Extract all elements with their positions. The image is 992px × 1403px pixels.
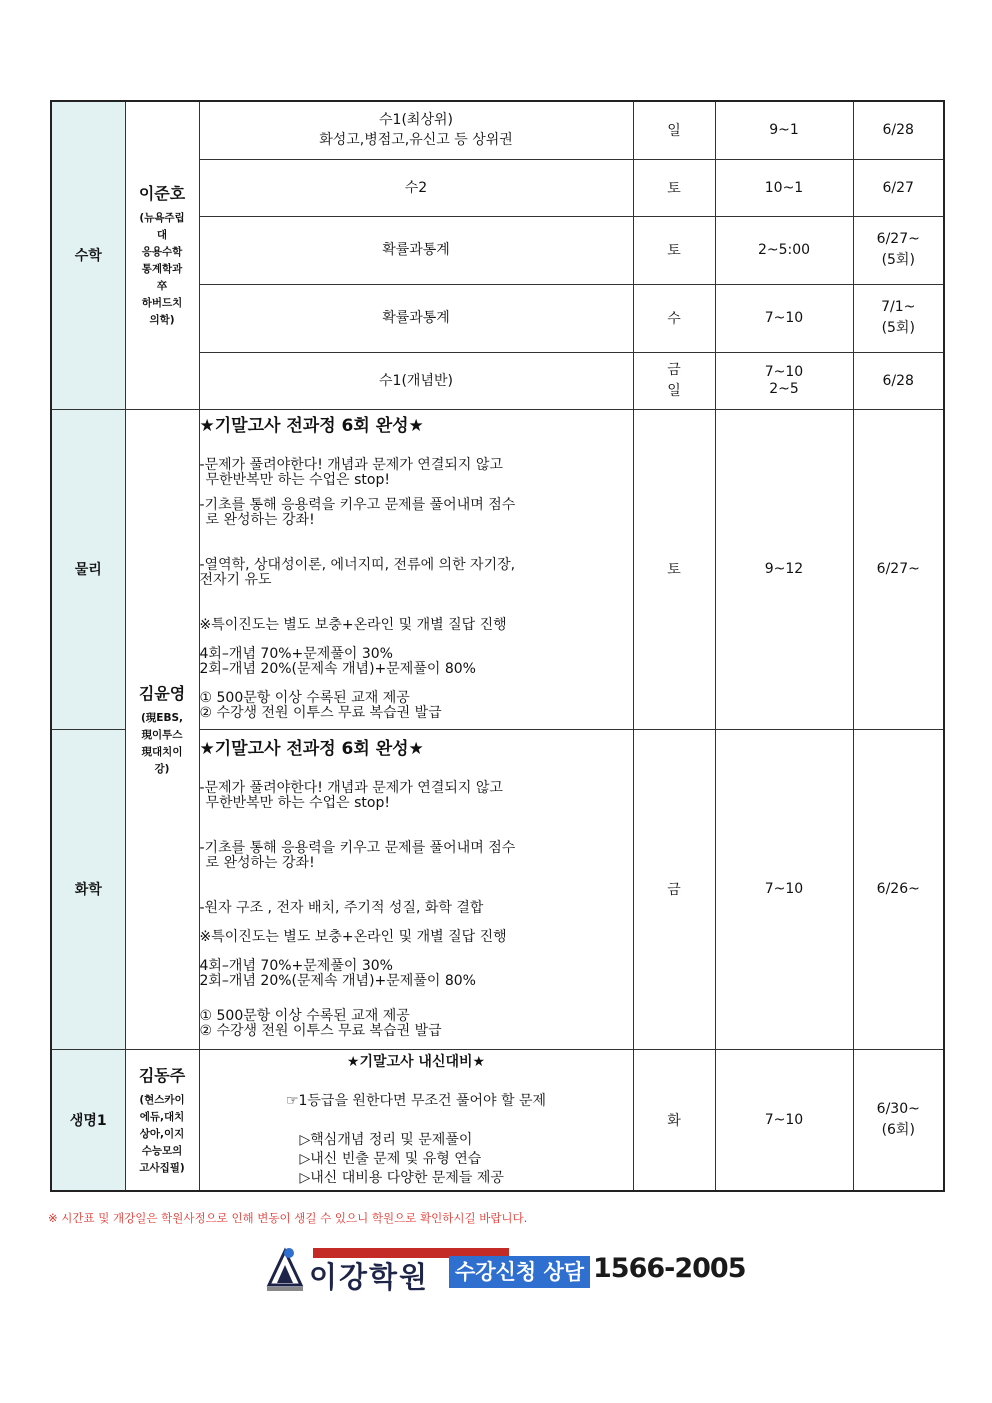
class-time: 9~12: [715, 409, 853, 729]
subject-biology: 생명1: [51, 1049, 125, 1191]
class-day: 토: [633, 159, 715, 216]
teacher-name: 김동주: [138, 1065, 186, 1085]
class-day: 화: [633, 1049, 715, 1191]
course-description: ★기말고사 내신대비★ ☞1등급을 원한다면 무조건 풀어야 할 문제 ▷핵심개념 정리 및 문제풀이 ▷내신 빈출 문제 및 유형 연습 ▷내신 대비용 다양한 문제들 제공: [199, 1049, 633, 1191]
class-time: 7~10 2~5: [715, 352, 853, 409]
academy-footer: [265, 1245, 746, 1294]
start-date: 7/1~ (5회): [853, 284, 944, 352]
class-day: 일: [633, 101, 715, 159]
table-row: [51, 101, 944, 159]
start-date: 6/30~ (6회): [853, 1049, 944, 1191]
course-headline: ★기말고사 전과정 6회 완성★: [199, 738, 424, 759]
class-day: 금 일: [633, 352, 715, 409]
class-time: 7~10: [715, 729, 853, 1049]
teacher-name: 김윤영: [138, 683, 186, 703]
course-name: 수1(개념반): [199, 352, 633, 409]
schedule-notice: ※ 시간표 및 개강일은 학원사정으로 인해 변동이 생길 수 있으니 학원으로 확인하시길 바랍니다.: [48, 1211, 528, 1225]
subject-chemistry: 화학: [51, 729, 125, 1049]
class-day: 수: [633, 284, 715, 352]
start-date: 6/28: [853, 101, 944, 159]
academy-name: 이강학원: [309, 1260, 430, 1294]
class-day: 토: [633, 216, 715, 284]
start-date: 6/27~ (5회): [853, 216, 944, 284]
table-row: [51, 409, 944, 729]
start-date: 6/28: [853, 352, 944, 409]
course-name: 확률과통계: [199, 284, 633, 352]
phone-number: 1566-2005: [593, 1253, 746, 1284]
enroll-consult-label: 수강신청 상담: [449, 1256, 590, 1288]
schedule-table: [50, 100, 945, 1192]
course-name: 확률과통계: [199, 216, 633, 284]
class-time: 7~10: [715, 1049, 853, 1191]
subject-math: 수학: [51, 101, 125, 409]
course-headline: ★기말고사 전과정 6회 완성★: [199, 416, 424, 436]
class-time: 2~5:00: [715, 216, 853, 284]
start-date: 6/27~: [853, 409, 944, 729]
subject-physics: 물리: [51, 409, 125, 729]
table-row: [51, 1049, 944, 1191]
academy-emblem-icon: [265, 1245, 305, 1293]
teacher-cell-kim-dj: 김동주 (현스카이 에듀,대치 상아,이지 수능모의 고사집필): [125, 1049, 199, 1191]
course-name: 수2: [199, 159, 633, 216]
course-description: ★기말고사 전과정 6회 완성★ -문제가 풀려야한다! 개념과 문제가 연결되지 않고 무한반복만 하는 수업은 stop! -기초를 통해 응용력을 키우고 문제를 풀어내며 점수 로 완성하는 강좌! -열역학, 상대성이론, 에너지띠, 전류에 의한 자기장, 전자기 유도 ※특이진도는 별도 보충+온라인 및 개별 질답 진행 4회–개념 70%+문제풀이 30% 2회–개념 20%(문제속 개념)+문제풀이 80% ① 500문항 이상 수록된 교재 제공 ② 수강생 전원 이투스 무료 복습권 발급: [199, 409, 633, 729]
class-day: 토: [633, 409, 715, 729]
teacher-name: 이준호: [138, 184, 186, 204]
class-time: 9~1: [715, 101, 853, 159]
start-date: 6/26~: [853, 729, 944, 1049]
class-time: 10~1: [715, 159, 853, 216]
class-day: 금: [633, 729, 715, 1049]
start-date: 6/27: [853, 159, 944, 216]
teacher-cell-lee: 이준호 (뉴욕주립 대 응용수학 통계학과 卒 하버드치 의학): [125, 101, 199, 409]
class-time: 7~10: [715, 284, 853, 352]
teacher-cell-kim-yy: 김윤영 (現EBS, 現이투스 現대치이 강): [125, 409, 199, 1049]
course-description: ★기말고사 전과정 6회 완성★ -문제가 풀려야한다! 개념과 문제가 연결되지 않고 무한반복만 하는 수업은 stop! -기초를 통해 응용력을 키우고 문제를 풀어내며 점수 로 완성하는 강좌! -원자 구조 , 전자 배치, 주기적 성질, 화학 결합 ※특이진도는 별도 보충+온라인 및 개별 질답 진행 4회–개념 70%+문제풀이 30% 2회–개념 20%(문제속 개념)+문제풀이 80% ① 500문항 이상 수록된 교재 제공 ② 수강생 전원 이투스 무료 복습권 발급: [199, 729, 633, 1049]
course-headline: ★기말고사 내신대비★: [346, 1054, 486, 1071]
course-name: 수1(최상위) 화성고,병점고,유신고 등 상위권: [199, 101, 633, 159]
